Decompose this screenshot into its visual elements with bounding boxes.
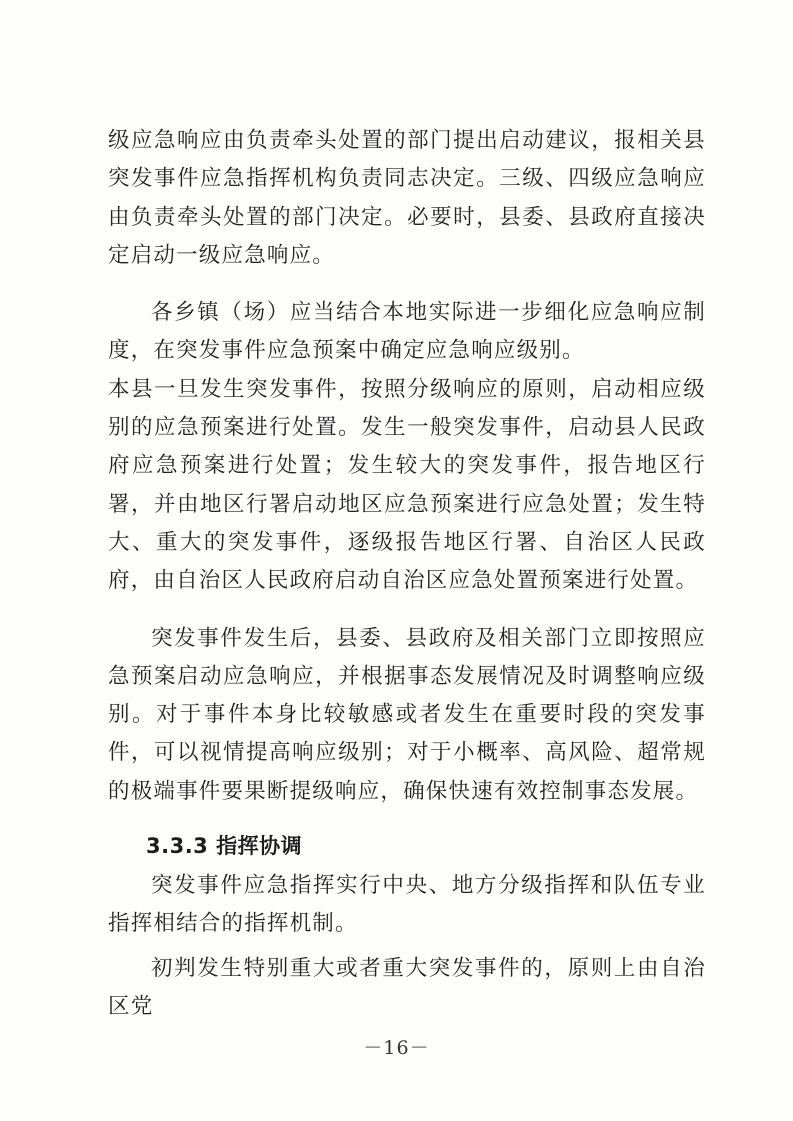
paragraph-initial-judgement: 初判发生特别重大或者重大突发事件的，原则上由自治区党 [108, 955, 706, 1019]
paragraph-command-mechanism: 突发事件应急指挥实行中央、地方分级指挥和队伍专业指挥相结合的指挥机制。 [108, 873, 706, 937]
page-number: －16－ [363, 1037, 430, 1059]
paragraph-tiered-response: 本县一旦发生突发事件，按照分级响应的原则，启动相应级别的应急预案进行处置。发生一般突发事件，启动县人民政府应急预案进行处置；发生较大的突发事件，报告地区行署，并由地区行署启动地区应急预案进行应急处置；发生特大、重大的突发事件，逐级报告地区行署、自治区人民政府，由自治区人民政府启动自治区应急处置预案进行处置。 [108, 376, 706, 594]
section-heading: 3.3.3 指挥协调 [146, 834, 303, 858]
paragraph-township-refinement: 各乡镇（场）应当结合本地实际进一步细化应急响应制度，在突发事件应急预案中确定应急响应级别。 [108, 300, 706, 364]
body-text-lower [108, 867, 706, 1026]
paragraph-adjust-response-level: 突发事件发生后，县委、县政府及相关部门立即按照应急预案启动应急响应，并根据事态发展情况及时调整响应级别。对于事件本身比较敏感或者发生在重要时段的突发事件，可以视情提高响应级别；对于小概率、高风险、超常规的极端事件要果断提级响应，确保快速有效控制事态发展。 [108, 625, 706, 804]
paragraph-response-decision: 级应急响应由负责牵头处置的部门提出启动建议，报相关县突发事件应急指挥机构负责同志决定。三级、四级应急响应由负责牵头处置的部门决定。必要时，县委、县政府直接决定启动一级应急响应。 [108, 128, 706, 268]
body-text-upper [108, 122, 706, 811]
